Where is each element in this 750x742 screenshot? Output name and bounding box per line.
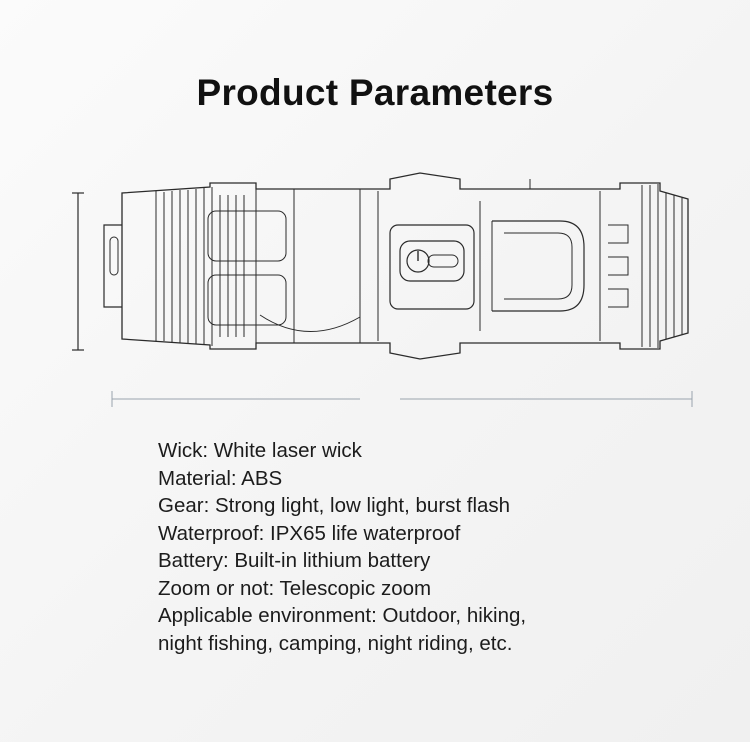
flashlight-body-outline bbox=[122, 173, 688, 359]
tail-cap bbox=[600, 184, 682, 348]
spec-line: Wick: White laser wick bbox=[158, 439, 362, 462]
bottom-length-dimension-line bbox=[112, 391, 692, 407]
bezel-head bbox=[104, 225, 122, 307]
spec-line: Waterproof: IPX65 life waterproof bbox=[158, 521, 461, 545]
spec-line: night fishing, camping, night riding, etc. bbox=[158, 631, 513, 655]
left-height-dimension-line bbox=[72, 193, 84, 350]
spec-line: Gear: Strong light, low light, burst flash bbox=[158, 494, 511, 517]
flashlight-technical-drawing bbox=[60, 165, 700, 425]
side-panel bbox=[480, 179, 584, 331]
page-title: Product Parameters bbox=[196, 72, 554, 113]
spec-line: Zoom or not: Telescopic zoom bbox=[158, 576, 432, 600]
spec-list bbox=[158, 437, 718, 657]
spec-line: Battery: Built-in lithium battery bbox=[158, 549, 431, 572]
spec-line: Applicable environment: Outdoor, hiking, bbox=[158, 604, 527, 627]
spec-line: Material: ABS bbox=[158, 466, 283, 490]
power-button[interactable] bbox=[390, 225, 474, 309]
body-barrel bbox=[208, 189, 378, 343]
